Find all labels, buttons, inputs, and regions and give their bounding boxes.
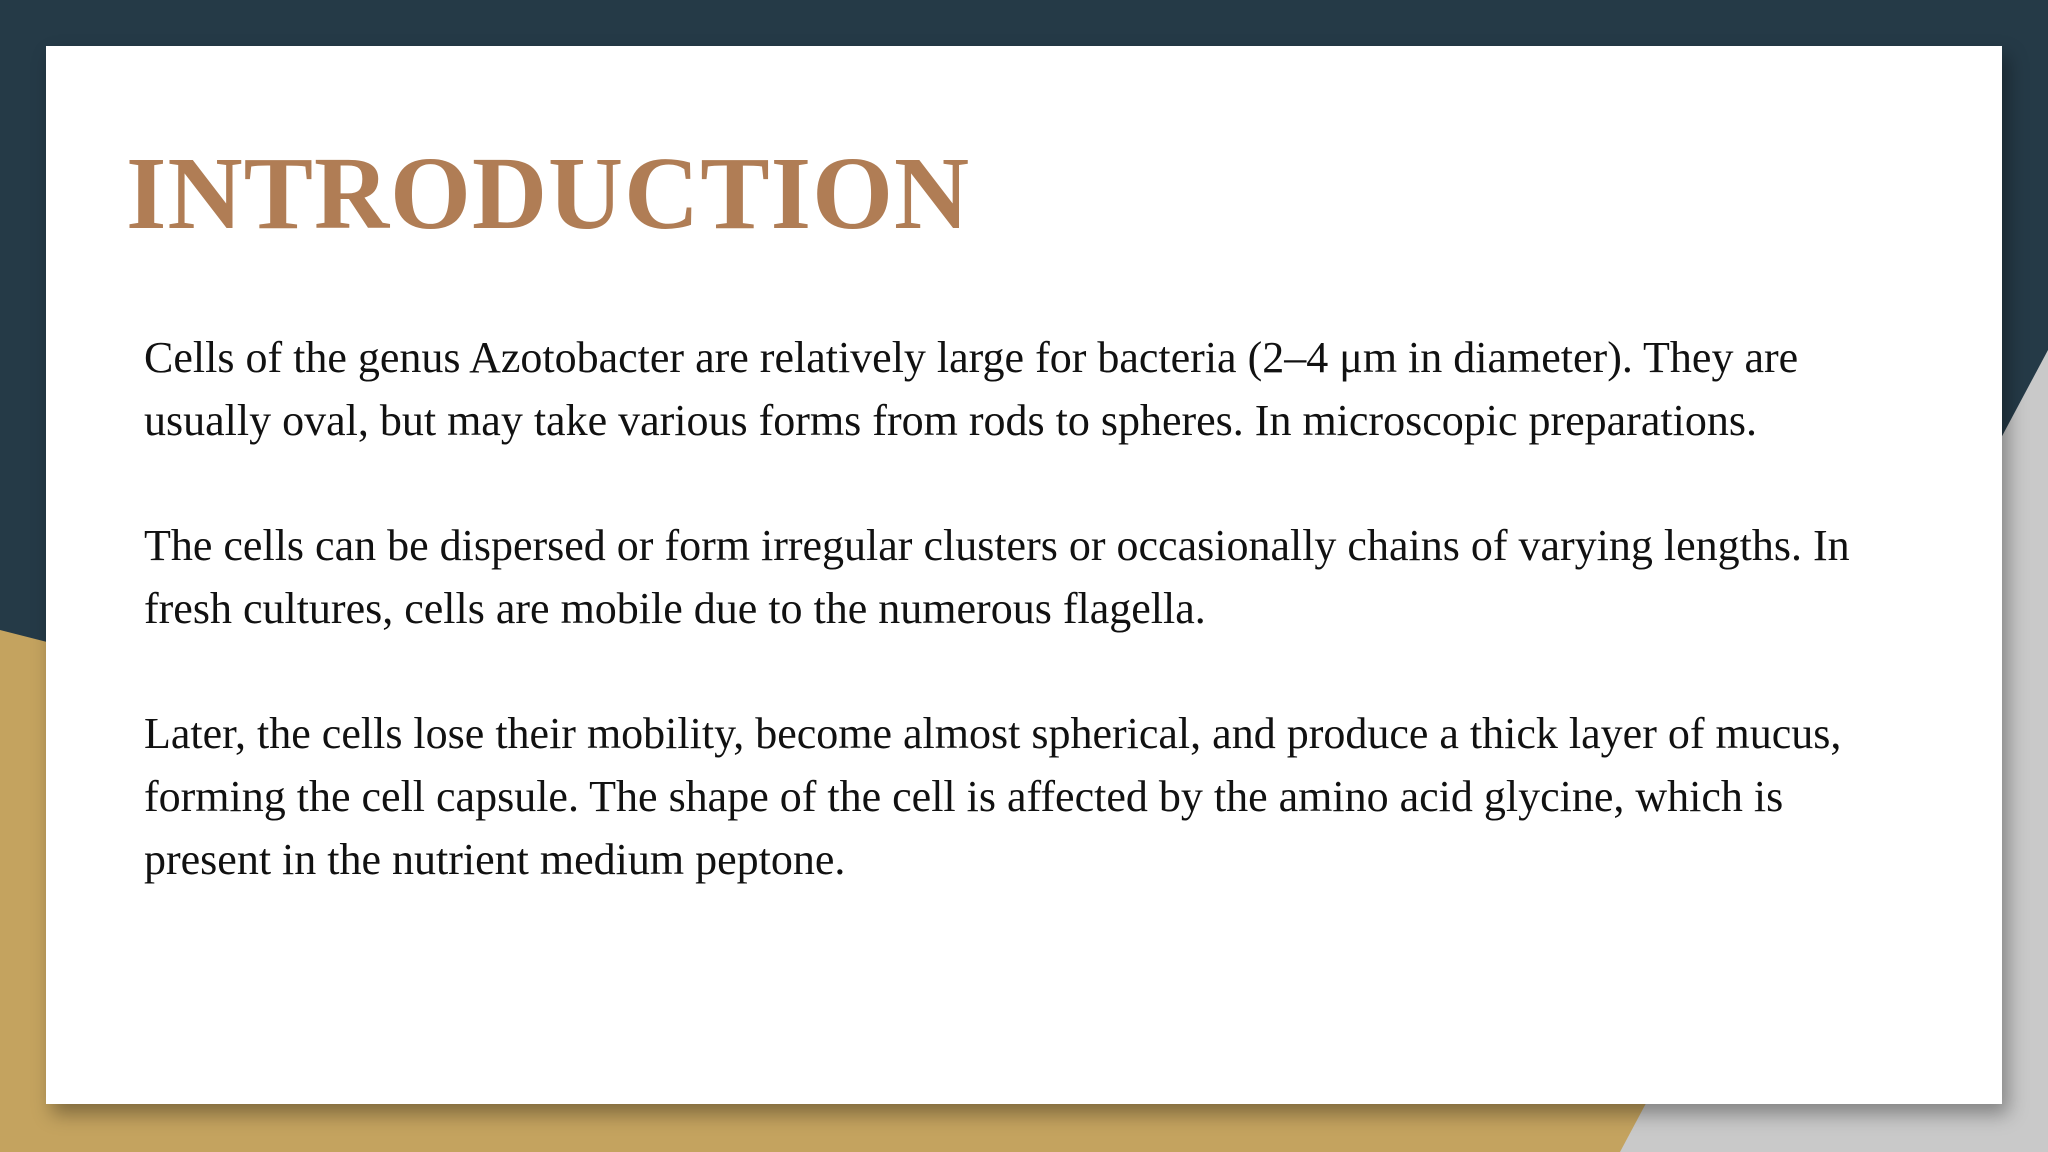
paragraph-3: Later, the cells lose their mobility, become almost spherical, and produce a thick layer of mucus, forming the cell capsule. The shape of the cell is affected by the amino acid glycine, which is present in the nutrient medium peptone. <box>144 709 1842 884</box>
slide-body <box>144 326 1904 953</box>
slide-title: INTRODUCTION <box>126 136 971 251</box>
paragraph-1: Cells of the genus Azotobacter are relatively large for bacteria (2–4 μm in diameter). They are usually oval, but may take various forms from rods to spheres. In microscopic preparations. <box>144 333 1799 445</box>
paragraph-2: The cells can be dispersed or form irregular clusters or occasionally chains of varying lengths. In fresh cultures, cells are mobile due to the numerous flagella. <box>144 521 1850 633</box>
slide-content-card <box>46 46 2002 1104</box>
